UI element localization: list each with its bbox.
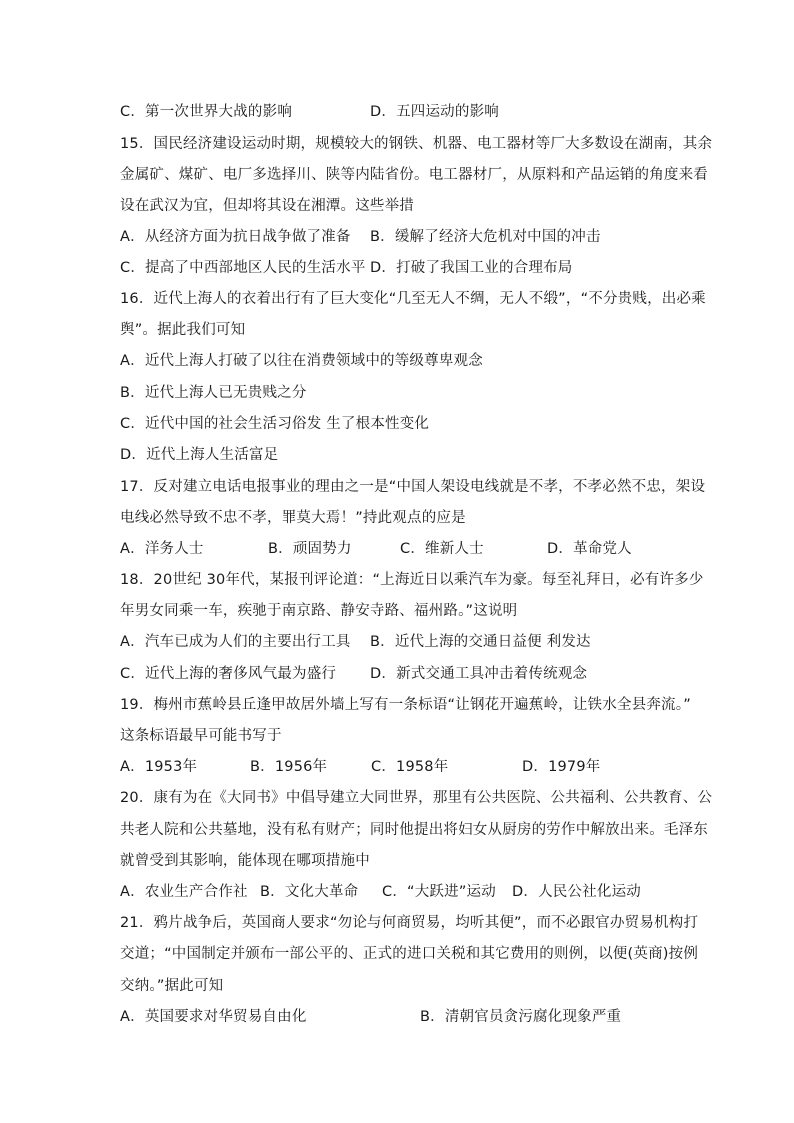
q20-options [120,882,720,902]
q18-stem-line-1: 18．20世纪 30年代，某报刊评论道：“上海近日以乘汽车为豪。每至礼拜日，必有许多少 [120,572,704,588]
q17-option-d: D．革命党人 [547,541,632,557]
q19-option-b: B．1956年 [250,759,328,775]
q21-option-a: A．英国要求对华贸易自由化 [120,1009,307,1025]
q18-option-b: B．近代上海的交通日益便 利发达 [370,634,591,650]
q18-option-a: A．汽车已成为人们的主要出行工具 [120,634,351,650]
q15-option-d: D．打破了我国工业的合理布局 [370,260,573,276]
q19-option-c: C．1958年 [371,759,449,775]
q15-options-row-1 [120,227,720,247]
q18-option-d: D．新式交通工具冲击着传统观念 [370,666,588,682]
q15-stem-line-2: 金属矿、煤矿、电厂多选择川、陕等内陆省份。电工器材厂，从原料和产品运销的角度来看 [120,167,708,183]
q16-option-a: A．近代上海人打破了以往在消费领域中的等级尊卑观念 [120,353,483,369]
q14-options [120,102,720,122]
q20-option-c: C．“大跃进”运动 [382,884,496,900]
q16-option-c: C．近代中国的社会生活习俗发 生了根本性变化 [120,416,430,432]
q19-option-a: A．1953年 [120,759,198,775]
q17-option-b: B．顽固势力 [268,541,352,557]
q19-options [120,757,720,777]
q14-option-d: D．五四运动的影响 [370,104,499,120]
q16-option-b: B．近代上海人已无贵贱之分 [120,385,307,401]
q18-options-row-1 [120,632,720,652]
q20-stem-line-1: 20．康有为在《大同书》中倡导建立大同世界，那里有公共医院、公共福利、公共教育、公 [120,790,713,806]
q17-options [120,539,720,559]
q19-option-d: D．1979年 [522,759,601,775]
q20-option-b: B．文化大革命 [260,884,359,900]
q21-options [120,1007,720,1027]
q18-options-row-2 [120,664,720,684]
q17-option-a: A．洋务人士 [120,541,204,557]
q19-stem-line-2: 这条标语最早可能书写于 [120,728,282,744]
q18-option-c: C．近代上海的奢侈风气最为盛行 [120,666,337,682]
q16-stem-line-1: 16．近代上海人的衣着出行有了巨大变化“几至无人不绸，无人不缎”，“不分贵贱，出必乘 [120,291,706,307]
q16-option-d: D．近代上海人生活富足 [120,447,279,463]
q14-option-c: C．第一次世界大战的影响 [120,104,293,120]
q15-stem-line-3: 设在武汉为宜，但却将其设在湘潭。这些举措 [120,198,414,214]
q18-stem-line-2: 年男女同乘一车，疾驰于南京路、静安寺路、福州路。”这说明 [120,603,518,619]
q20-option-d: D．人民公社化运动 [512,884,641,900]
q21-option-b: B．清朝官员贪污腐化现象严重 [420,1009,622,1025]
q17-option-c: C．维新人士 [400,541,484,557]
q20-stem-line-2: 共老人院和公共墓地，没有私有财产；同时他提出将妇女从厨房的劳作中解放出来。毛泽东 [120,822,708,838]
q21-stem-line-1: 21．鸦片战争后，英国商人要求“勿论与何商贸易，均听其便”，而不必跟官办贸易机构打 [120,915,699,931]
q20-stem-line-3: 就曾受到其影响，能体现在哪项措施中 [120,853,370,869]
q15-option-c: C．提高了中西部地区人民的生活水平 [120,260,366,276]
q20-option-a: A．农业生产合作社 [120,884,248,900]
q15-options-row-2 [120,258,720,278]
q15-stem-line-1: 15．国民经济建设运动时期，规模较大的钢铁、机器、电工器材等厂大多数设在湖南，其余 [120,136,713,152]
q15-option-b: B．缓解了经济大危机对中国的冲击 [370,229,601,245]
q16-stem-line-2: 舆”。据此我们可知 [120,322,246,338]
q17-stem-line-2: 电线必然导致不忠不孝，罪莫大焉！”持此观点的应是 [120,510,466,526]
q21-stem-line-3: 交纳。”据此可知 [120,978,224,994]
q21-stem-line-2: 交道；“中国制定并颁布一部公平的、正式的进口关税和其它费用的则例，以便(英商)按例 [120,946,699,962]
q17-stem-line-1: 17．反对建立电话电报事业的理由之一是“中国人架设电线就是不孝，不孝必然不忠，架设 [120,479,706,495]
q15-option-a: A．从经济方面为抗日战争做了准备 [120,229,351,245]
q19-stem-line-1: 19．梅州市蕉岭县丘逢甲故居外墙上写有一条标语“让钢花开遍蕉岭，让铁水全县奔流。” [120,697,691,713]
